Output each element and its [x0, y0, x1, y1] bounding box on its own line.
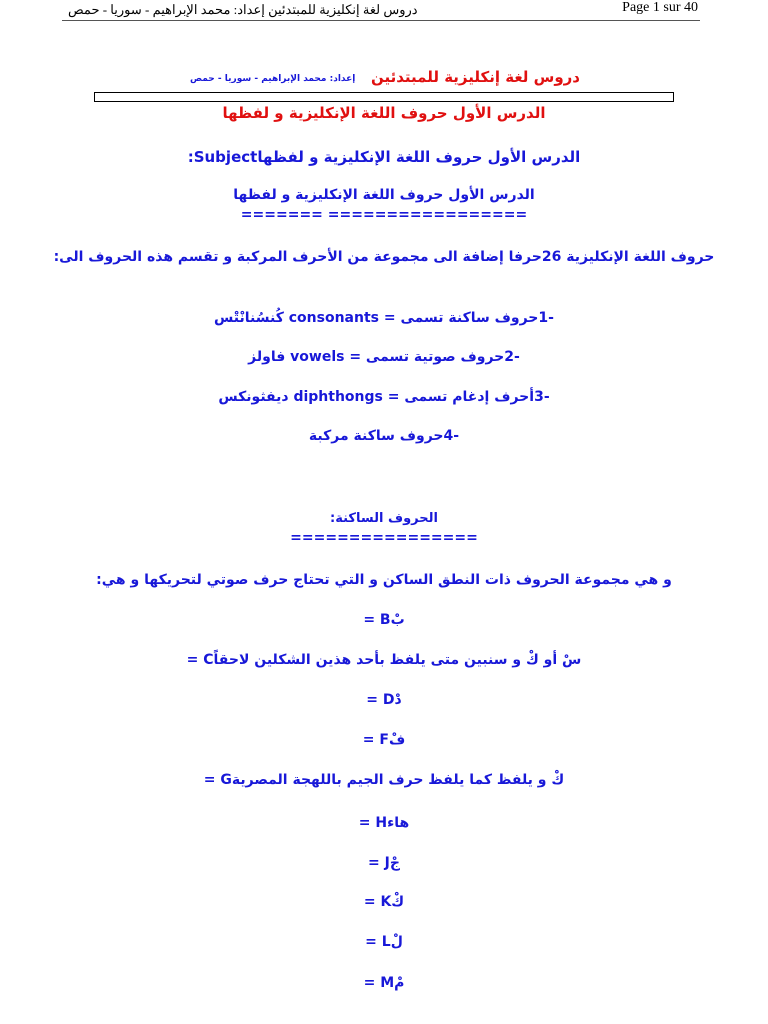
- header-divider: [62, 20, 700, 21]
- document-author: إعداد: محمد الإبراهيم - سوريا - حمص: [190, 74, 356, 84]
- consonants-heading: الحروف الساكنة:: [330, 511, 438, 526]
- category-item: -2حروف صوتية تسمى = vowels فاولز: [248, 349, 520, 365]
- lesson-title: الدرس الأول حروف اللغة الإنكليزية و لفظها: [222, 104, 546, 122]
- category-item: -4حروف ساكنة مركبة: [308, 428, 460, 444]
- letter-item-b: = Bبْ: [363, 612, 405, 628]
- letter-item-g: = Gكْ و يلفظ كما يلفظ حرف الجيم باللهجة المصرية: [203, 772, 565, 788]
- intro-paragraph: حروف اللغة الإنكليزية 26حرفا إضافة الى مجموعة من الأحرف المركبة و تقسم هذه الحروف الى:: [53, 249, 715, 265]
- letter-item-m: = Mمْ: [363, 975, 405, 991]
- letter-item-d: = Dدْ: [366, 692, 402, 708]
- running-header-text: دروس لغة إنكليزية للمبتدئين إعداد: محمد الإبراهيم - سوريا - حمص: [68, 2, 418, 17]
- divider-2: ================: [290, 530, 478, 546]
- letter-item-h: = Hهاء: [358, 815, 410, 831]
- subject-repeat: الدرس الأول حروف اللغة الإنكليزية و لفظها: [233, 187, 535, 203]
- category-item: -3أحرف إدغام تسمى = diphthongs ديفثونكس: [218, 389, 550, 405]
- letter-item-j: = Jجْ: [368, 855, 400, 871]
- category-item: -1حروف ساكنة تسمى = consonants كُنسُنانْتْس: [214, 310, 554, 326]
- divider-1: ======= =================: [240, 207, 528, 223]
- letter-item-f: = Fفْ: [362, 732, 406, 748]
- subject-line: :Subjectالدرس الأول حروف اللغة الإنكليزية و لفظها: [187, 148, 581, 166]
- consonants-intro: و هي مجموعة الحروف ذات النطق الساكن و التي تحتاج حرف صوتي لتحريكها و هي:: [96, 572, 672, 588]
- title-frame: [94, 92, 674, 102]
- letter-item-c: = Cسْ أو كْ و سنبين متى يلفظ بأحد هذين الشكلين لاحقاً: [186, 652, 582, 668]
- document-title-row: [120, 66, 580, 88]
- letter-item-l: = Lلْ: [365, 934, 403, 950]
- page-number-label: Page 1 sur 40: [622, 0, 698, 15]
- letter-item-k: = Kكْ: [363, 894, 405, 910]
- document-title: دروس لغة إنكليزية للمبتدئين: [371, 68, 580, 86]
